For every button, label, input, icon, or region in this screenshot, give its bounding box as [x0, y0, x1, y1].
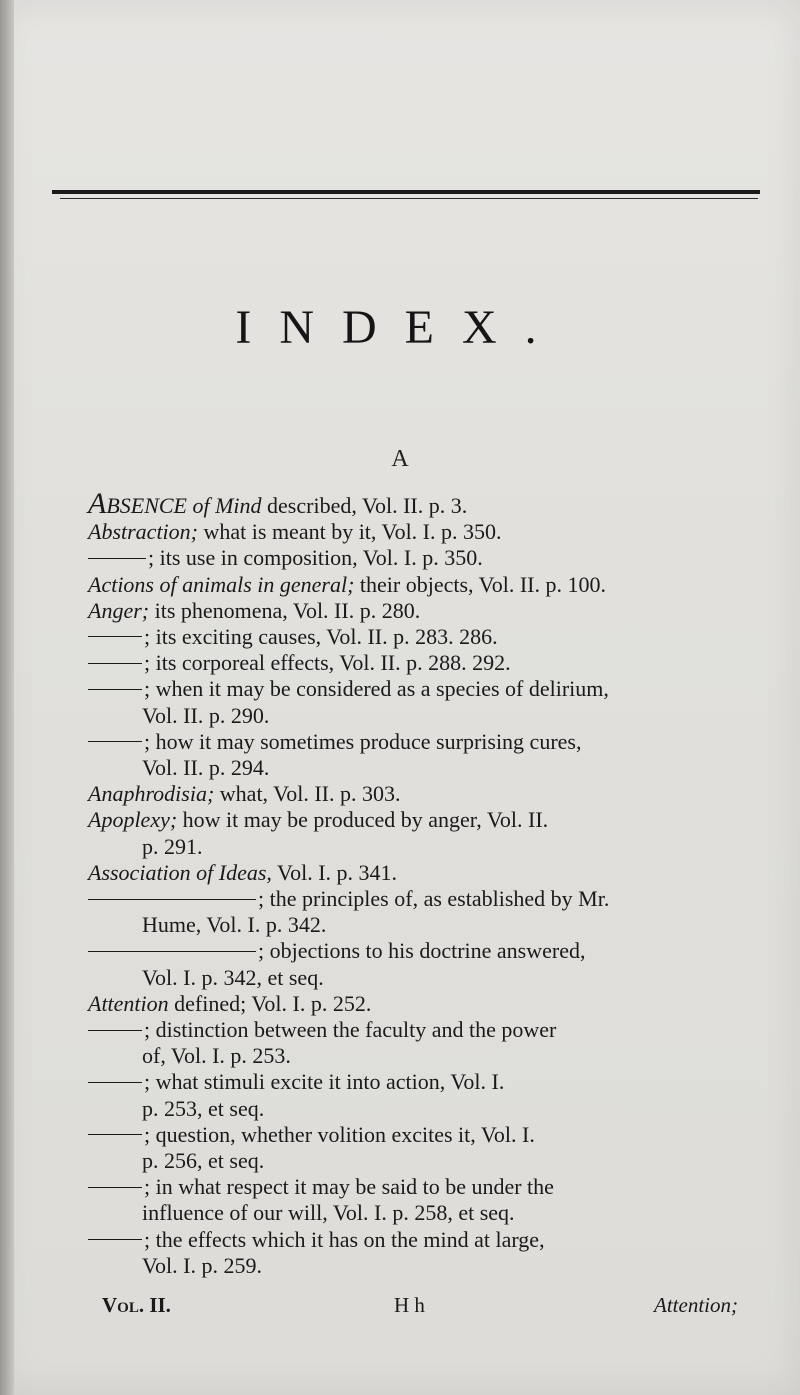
ditto-dash [88, 689, 142, 690]
footer-volume: Vol. II. [102, 1293, 171, 1317]
entry-text: what is meant by it, Vol. I. p. 350. [198, 519, 502, 545]
entry-text: described, Vol. II. p. 3. [261, 493, 468, 518]
entry-continuation: Vol. II. p. 290. [142, 702, 270, 728]
ditto-dash [88, 1134, 142, 1135]
entry-heading: Actions of animals in general; [88, 571, 355, 597]
section-letter: A [391, 446, 409, 472]
entry-heading: Apoplexy; [88, 807, 178, 833]
ditto-dash [88, 1082, 142, 1083]
index-entry [88, 886, 736, 912]
entry-text: ; its corporeal effects, Vol. II. p. 288. 292. [144, 650, 511, 676]
index-entry [88, 991, 736, 1017]
heading-rest: BSENCE of Mind [106, 493, 262, 518]
index-entry [88, 572, 736, 598]
entry-text: defined; Vol. I. p. 252. [168, 990, 372, 1016]
header-rule-thick [52, 190, 760, 194]
ditto-dash [88, 558, 146, 559]
entry-text: ; the principles of, as established by Mr. [258, 886, 610, 912]
index-entry [88, 598, 736, 624]
entry-continuation: Hume, Vol. I. p. 342. [142, 912, 327, 938]
index-entry [88, 1227, 736, 1253]
index-entry [88, 781, 736, 807]
index-entry [88, 1069, 736, 1095]
footer-signature: H h [394, 1293, 425, 1317]
entry-continuation: p. 291. [142, 833, 203, 859]
ditto-dash [88, 951, 256, 952]
index-entry [88, 545, 736, 571]
entry-continuation: p. 253, et seq. [142, 1095, 265, 1121]
entry-heading: Abstraction; [88, 519, 198, 545]
entry-continuation: of, Vol. I. p. 253. [142, 1043, 291, 1069]
entry-text: ; its exciting causes, Vol. II. p. 283. 286. [144, 624, 498, 650]
entry-heading [88, 487, 262, 520]
index-entry [88, 860, 736, 886]
ditto-dash [88, 1187, 142, 1188]
entry-text: ; when it may be considered as a species of delirium, [144, 676, 609, 702]
index-entries [88, 487, 736, 1279]
entry-continuation: influence of our will, Vol. I. p. 258, et seq. [142, 1200, 515, 1226]
entry-text: Vol. I. p. 341. [271, 859, 398, 885]
index-entry [88, 650, 736, 676]
entry-continuation: Vol. I. p. 342, et seq. [142, 964, 324, 990]
entry-heading: Attention [88, 990, 169, 1016]
index-entry [88, 487, 736, 520]
entry-text: its phenomena, Vol. II. p. 280. [149, 597, 421, 623]
index-entry [88, 1174, 736, 1200]
ditto-dash [88, 663, 142, 664]
entry-text: what, Vol. II. p. 303. [214, 781, 401, 807]
footer-catchword: Attention; [654, 1293, 738, 1317]
header-rule-thin [60, 198, 758, 199]
index-entry [88, 938, 736, 964]
entry-text: ; in what respect it may be said to be under the [144, 1174, 554, 1200]
entry-heading: Association of Ideas, [88, 859, 272, 885]
entry-text: ; objections to his doctrine answered, [258, 938, 586, 964]
entry-text: ; distinction between the faculty and the power [144, 1017, 557, 1043]
index-entry [88, 624, 736, 650]
entry-heading: Anaphrodisia; [88, 781, 215, 807]
entry-text: their objects, Vol. II. p. 100. [354, 571, 606, 597]
ditto-dash [88, 741, 142, 742]
index-entry [88, 1122, 736, 1148]
page-title: INDEX. [235, 301, 565, 354]
entry-heading: Anger; [88, 597, 150, 623]
index-entry [88, 807, 736, 833]
entry-continuation: Vol. I. p. 259. [142, 1252, 262, 1278]
entry-text: how it may be produced by anger, Vol. II. [177, 807, 549, 833]
ditto-dash [88, 636, 142, 637]
page-gutter [0, 0, 14, 1395]
index-entry [88, 729, 736, 755]
entry-continuation: Vol. II. p. 294. [142, 755, 270, 781]
entry-text: ; how it may sometimes produce surprising cures, [144, 728, 582, 754]
index-entry [88, 1017, 736, 1043]
ditto-dash [88, 1030, 142, 1031]
entry-text: ; the effects which it has on the mind at large, [144, 1226, 545, 1252]
index-entry [88, 519, 736, 545]
entry-text: ; what stimuli excite it into action, Vol. I. [144, 1069, 505, 1095]
drop-initial: A [88, 487, 107, 520]
page-footer [102, 1293, 738, 1323]
entry-text: ; question, whether volition excites it, Vol. I. [144, 1121, 535, 1147]
ditto-dash [88, 899, 256, 900]
entry-text: ; its use in composition, Vol. I. p. 350. [148, 545, 483, 571]
index-entry [88, 676, 736, 702]
ditto-dash [88, 1239, 142, 1240]
entry-continuation: p. 256, et seq. [142, 1148, 265, 1174]
